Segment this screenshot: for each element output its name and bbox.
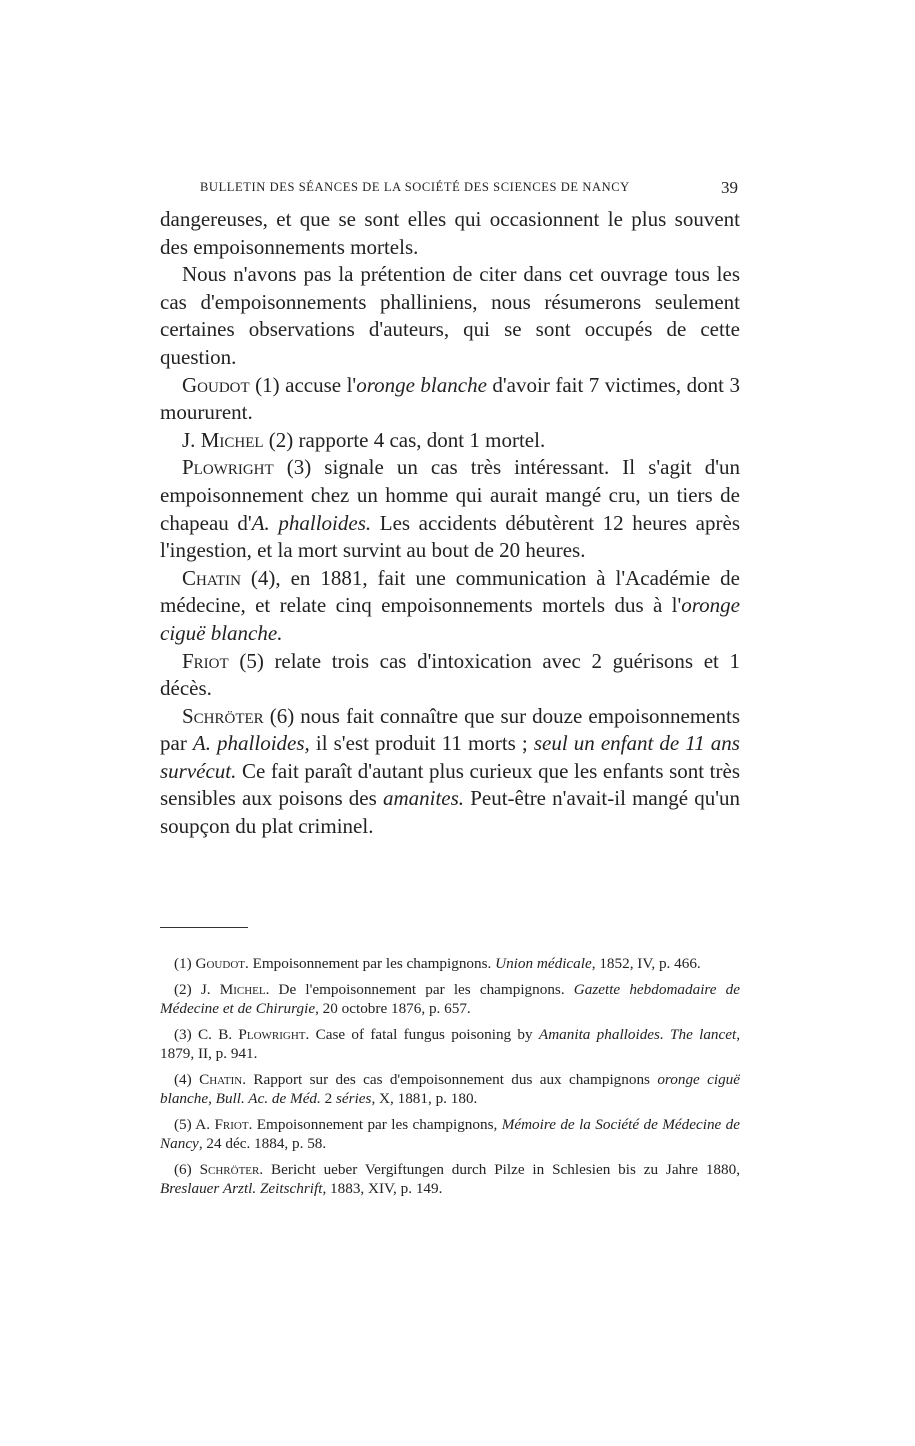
footnote-6: (6) Schröter. Bericht ueber Vergiftungen durch Pilze in Schlesien bis zu Jahre 1880, Breslauer Arztl. Zeitschrift, 1883, XIV, p. 149. bbox=[160, 1161, 740, 1197]
paragraph-continuation: dangereuses, et que se sont elles qui occasionnent le plus souvent des empoisonnements mortels. bbox=[160, 207, 740, 259]
footnote-1: (1) Goudot. Empoisonnement par les champignons. Union médicale, 1852, IV, p. 466. bbox=[174, 955, 701, 972]
footnotes bbox=[160, 954, 740, 1205]
footnote-5: (5) A. Friot. Empoisonnement par les champignons, Mémoire de la Société de Médecine de Nancy, 24 déc. 1884, p. 58. bbox=[160, 1116, 741, 1152]
paragraph-goudot: Goudot (1) accuse l'oronge blanche d'avoir fait 7 victimes, dont 3 moururent. bbox=[160, 372, 741, 425]
paragraph-michel: J. Michel (2) rapporte 4 cas, dont 1 mortel. bbox=[182, 427, 546, 452]
author-name: Plowright bbox=[182, 455, 274, 480]
footnote-4: (4) Chatin. Rapport sur des cas d'empoisonnement dus aux champignons oronge ciguë blanche, Bull. Ac. de Méd. 2 séries, X, 1881, p. 180. bbox=[160, 1071, 741, 1107]
running-header bbox=[200, 178, 746, 198]
paragraph-schroter: Schröter (6) nous fait connaître que sur douze empoisonnements par A. phalloides, il s'est produit 11 morts ; seul un enfant de 11 ans survécut. Ce fait paraît d'autant plus curieux que les enfants sont très sensibles aux poisons des amanites. Peut-être n'avait-il mangé qu'un soupçon du plat criminel. bbox=[160, 703, 740, 839]
main-text bbox=[160, 206, 740, 841]
author-name: Chatin bbox=[182, 565, 241, 590]
footnote-separator bbox=[160, 927, 248, 928]
author-name: Michel bbox=[200, 427, 264, 452]
footnote-3: (3) C. B. Plowright. Case of fatal fungus poisoning by Amanita phalloides. The lancet, 1879, II, p. 941. bbox=[160, 1026, 741, 1062]
author-name: Goudot bbox=[182, 372, 250, 397]
paragraph-chatin: Chatin (4), en 1881, fait une communication à l'Académie de médecine, et relate cinq empoisonnements mortels dus à l'oronge ciguë blanche. bbox=[160, 565, 740, 645]
author-name: Schröter bbox=[182, 703, 264, 728]
footnote-2: (2) J. Michel. De l'empoisonnement par les champignons. Gazette hebdomadaire de Médecine et de Chirurgie, 20 octobre 1876, p. 657. bbox=[160, 981, 740, 1017]
author-name: Friot bbox=[182, 648, 229, 673]
paragraph-introduction: Nous n'avons pas la prétention de citer dans cet ouvrage tous les cas d'empoisonnements phalliniens, nous résumerons seulement certaines observations d'auteurs, qui se sont occupés de cette question. bbox=[160, 262, 740, 369]
paragraph-plowright: Plowright (3) signale un cas très intéressant. Il s'agit d'un empoisonnement chez un homme qui aurait mangé cru, un tiers de chapeau d'A. phalloides. Les accidents débutèrent 12 heures après l'ingestion, et la mort survint au bout de 20 heures. bbox=[160, 455, 740, 563]
page-number: 39 bbox=[721, 178, 738, 197]
paragraph-friot: Friot (5) relate trois cas d'intoxication avec 2 guérisons et 1 décès. bbox=[160, 648, 740, 701]
running-header-title: BULLETIN DES SÉANCES DE LA SOCIÉTÉ DES SCIENCES DE NANCY bbox=[200, 180, 630, 194]
